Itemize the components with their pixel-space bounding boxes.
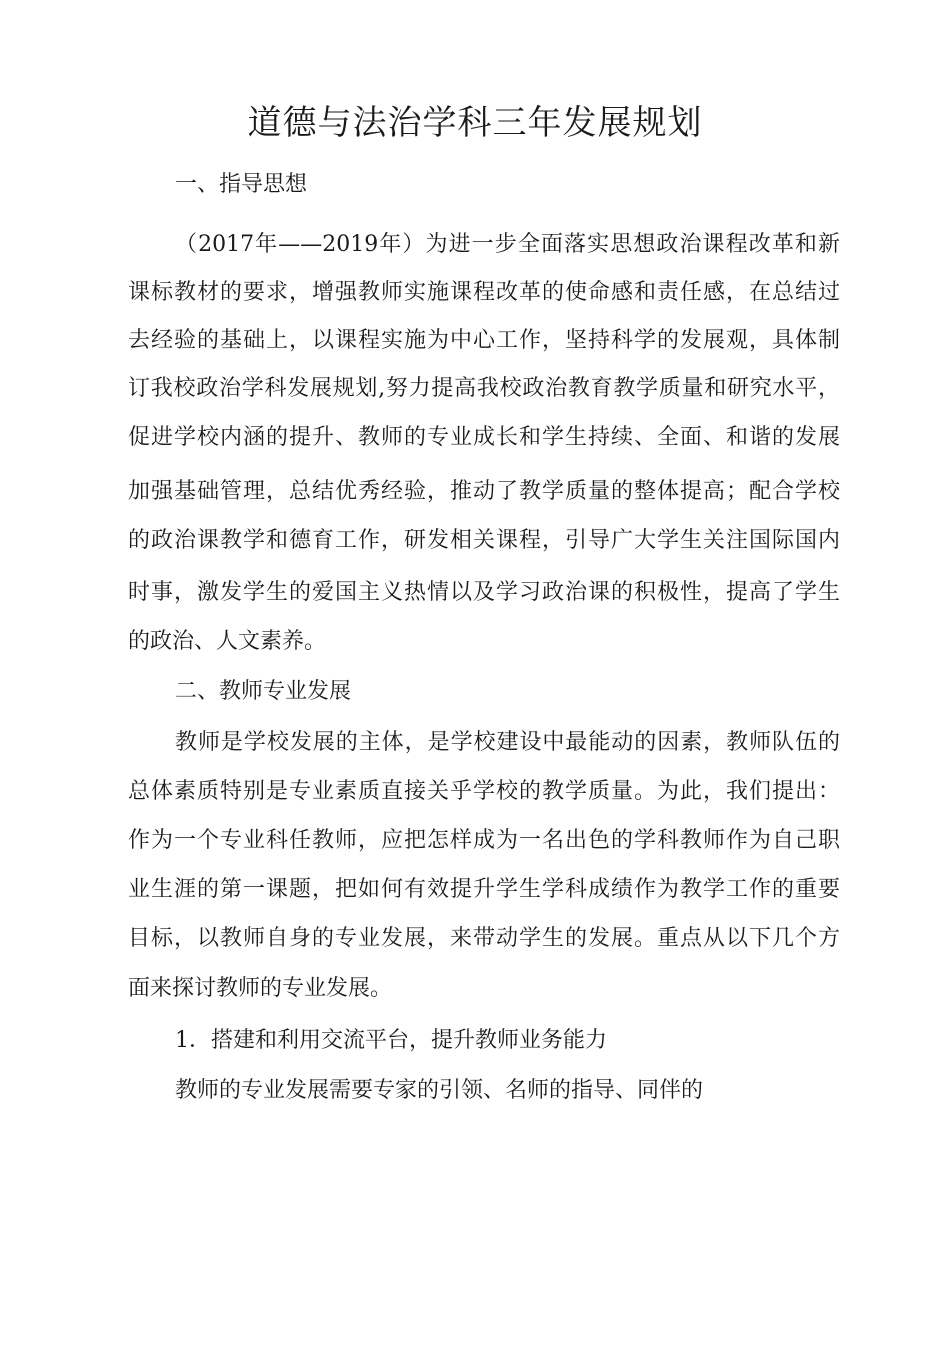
paragraph-line: 促进学校内涵的提升、教师的专业成长和学生持续、全面、和谐的发展 <box>128 425 840 450</box>
paragraph-line: 的政治、人文素养。 <box>128 629 327 654</box>
paragraph-line: 课标教材的要求，增强教师实施课程改革的使命感和责任感，在总结过 <box>128 280 840 305</box>
paragraph-line: 教师是学校发展的主体，是学校建设中最能动的因素，教师队伍的 <box>175 730 840 755</box>
paragraph-line: 业生涯的第一课题，把如何有效提升学生学科成绩作为教学工作的重要 <box>128 877 840 902</box>
paragraph-line: 总体素质特别是专业素质直接关乎学校的教学质量。为此，我们提出： <box>128 779 840 804</box>
paragraph-line: 订我校政治学科发展规划,努力提高我校政治教育教学质量和研究水平， <box>128 376 840 401</box>
document-title: 道德与法治学科三年发展规划 <box>247 103 703 143</box>
paragraph-line: 目标，以教师自身的专业发展，来带动学生的发展。重点从以下几个方 <box>128 926 840 951</box>
section-heading-teacher-development: 二、教师专业发展 <box>175 679 352 704</box>
paragraph-line: 去经验的基础上，以课程实施为中心工作，坚持科学的发展观，具体制 <box>128 328 840 353</box>
paragraph-line: 时事，激发学生的爱国主义热情以及学习政治课的积极性，提高了学生 <box>128 580 840 605</box>
paragraph-line: 的政治课教学和德育工作，研发相关课程，引导广大学生关注国际国内 <box>128 528 840 553</box>
paragraph-line: 加强基础管理，总结优秀经验，推动了教学质量的整体提高；配合学校 <box>128 479 840 504</box>
paragraph-line: 面来探讨教师的专业发展。 <box>128 976 393 1001</box>
paragraph-line: 作为一个专业科任教师，应把怎样成为一名出色的学科教师作为自己职 <box>128 828 840 853</box>
subsection-heading: 1．搭建和利用交流平台，提升教师业务能力 <box>175 1028 607 1053</box>
section-heading-guiding-ideology: 一、指导思想 <box>175 172 308 197</box>
paragraph-line: 教师的专业发展需要专家的引领、名师的指导、同伴的 <box>175 1078 704 1103</box>
paragraph-line: （2017年——2019年）为进一步全面落实思想政治课程改革和新 <box>175 232 840 257</box>
